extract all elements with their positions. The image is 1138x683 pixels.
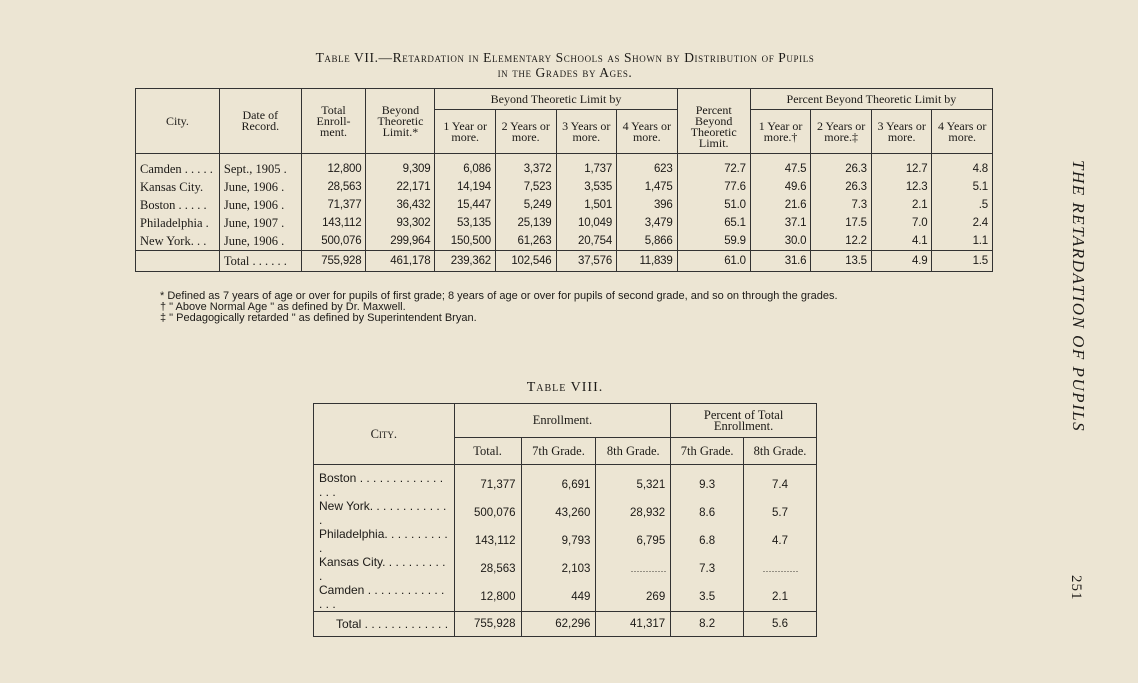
t7-header-py2: 2 Years or more.‡ [811, 110, 872, 154]
t7-p1: 30.0 [750, 232, 811, 251]
t8-header-pg8: 8th Grade. [744, 438, 817, 465]
t8-p7: 3.5 [671, 583, 744, 612]
t7-header-percent-group: Percent Beyond Theoretic Limit by [750, 89, 992, 110]
t7-p4: 4.8 [932, 154, 993, 179]
t8-g8: 6,795 [596, 527, 671, 555]
t8-city: Boston . . . . . . . . . . . . . . . . [314, 465, 455, 500]
t7-pct: 65.1 [677, 214, 750, 232]
t7-p3: 2.1 [871, 196, 932, 214]
t8-city: Camden . . . . . . . . . . . . . . . [314, 583, 455, 612]
t8-header-enrollment: Enrollment. [454, 404, 671, 438]
table7-title-line1: Table VII.—Retardation in Elementary Schools as Shown by Distribution of Pupils [315, 50, 815, 65]
table7-title [140, 50, 990, 80]
t7-header-total: Total Enroll- ment. [301, 89, 366, 154]
t7-pct: 59.9 [677, 232, 750, 251]
t7-header-y4: 4 Years or more. [617, 110, 678, 154]
t7-p4: 5.1 [932, 178, 993, 196]
table-row [314, 499, 817, 527]
t7-beyond: 36,432 [366, 196, 435, 214]
t7-city: Kansas City. [136, 178, 220, 196]
t8-p7: 8.6 [671, 499, 744, 527]
t8-p7: 9.3 [671, 465, 744, 500]
t7-pct: 72.7 [677, 154, 750, 179]
t7-total: 755,928 [301, 251, 366, 272]
t7-city: Boston . . . . . [136, 196, 220, 214]
t7-beyond: 9,309 [366, 154, 435, 179]
t7-header-py4: 4 Years or more. [932, 110, 993, 154]
t7-y2: 25,139 [495, 214, 556, 232]
table8-title: Table VIII. [526, 380, 604, 395]
t7-y1: 6,086 [435, 154, 496, 179]
t7-date: June, 1906 . [219, 232, 301, 251]
t8-p8: 5.7 [744, 499, 817, 527]
t7-header-y2: 2 Years or more. [495, 110, 556, 154]
t8-p8: 7.4 [744, 465, 817, 500]
table-row [314, 583, 817, 612]
t7-header-beyond: Beyond Theoretic Limit.* [366, 89, 435, 154]
t8-g8: 5,321 [596, 465, 671, 500]
t7-header-beyond-group: Beyond Theoretic Limit by [435, 89, 677, 110]
t7-total: 71,377 [301, 196, 366, 214]
t7-date: Sept., 1905 . [219, 154, 301, 179]
t7-city: Philadelphia . [136, 214, 220, 232]
t7-beyond: 22,171 [366, 178, 435, 196]
t7-y1: 14,194 [435, 178, 496, 196]
t7-date: June, 1907 . [219, 214, 301, 232]
t7-p1: 49.6 [750, 178, 811, 196]
t7-y2: 3,372 [495, 154, 556, 179]
t7-y3: 3,535 [556, 178, 617, 196]
t8-total: 71,377 [454, 465, 521, 500]
t7-p4: 1.5 [932, 251, 993, 272]
t8-header-g8: 8th Grade. [596, 438, 671, 465]
t8-header-total: Total. [454, 438, 521, 465]
t7-total-label: Total . . . . . . [219, 251, 301, 272]
t8-header-city: City. [314, 404, 455, 465]
t7-y2: 5,249 [495, 196, 556, 214]
t7-p2: 13.5 [811, 251, 872, 272]
t8-p8: 2.1 [744, 583, 817, 612]
t7-p1: 37.1 [750, 214, 811, 232]
t7-p1: 31.6 [750, 251, 811, 272]
t7-header-y1: 1 Year or more. [435, 110, 496, 154]
t7-y3: 37,576 [556, 251, 617, 272]
table8 [313, 403, 817, 637]
t7-y4: 1,475 [617, 178, 678, 196]
t8-g8: 28,932 [596, 499, 671, 527]
page-number: 251 [1068, 575, 1084, 601]
t7-p3: 7.0 [871, 214, 932, 232]
t7-y2: 61,263 [495, 232, 556, 251]
t7-city: New York. . . [136, 232, 220, 251]
t8-g8: 41,317 [596, 612, 671, 637]
t7-date: June, 1906 . [219, 196, 301, 214]
t7-y1: 53,135 [435, 214, 496, 232]
t7-y3: 1,737 [556, 154, 617, 179]
t8-total-label: Total . . . . . . . . . . . . . [314, 612, 455, 637]
t7-total: 28,563 [301, 178, 366, 196]
t7-total: 143,112 [301, 214, 366, 232]
t8-p8: 4.7 [744, 527, 817, 555]
table-row [136, 154, 993, 179]
t8-p7: 8.2 [671, 612, 744, 637]
t8-header-pg7: 7th Grade. [671, 438, 744, 465]
t7-total: 500,076 [301, 232, 366, 251]
t7-pct: 77.6 [677, 178, 750, 196]
t7-p1: 21.6 [750, 196, 811, 214]
t7-header-py3: 3 Years or more. [871, 110, 932, 154]
t7-y2: 102,546 [495, 251, 556, 272]
t7-date: June, 1906 . [219, 178, 301, 196]
t8-total: 143,112 [454, 527, 521, 555]
table7-title-line2: in the Grades by Ages. [497, 65, 633, 80]
t8-total: 755,928 [454, 612, 521, 637]
running-head: THE RETARDATION OF PUPILS [1069, 160, 1088, 433]
t8-p8: . . . . . . . . . . . . [744, 555, 817, 583]
t8-p7: 7.3 [671, 555, 744, 583]
table-row [136, 178, 993, 196]
t7-pct: 61.0 [677, 251, 750, 272]
t7-header-city: City. [136, 89, 220, 154]
t8-city: New York. . . . . . . . . . . . . [314, 499, 455, 527]
table-row [314, 465, 817, 500]
t7-p4: 2.4 [932, 214, 993, 232]
t7-p3: 12.7 [871, 154, 932, 179]
footnote: † " Above Normal Age " as defined by Dr. Maxwell. [160, 301, 406, 313]
t7-p2: 7.3 [811, 196, 872, 214]
t8-g8: . . . . . . . . . . . . [596, 555, 671, 583]
t7-header-py1: 1 Year or more.† [750, 110, 811, 154]
t7-pct: 51.0 [677, 196, 750, 214]
t7-y1: 15,447 [435, 196, 496, 214]
t8-p8: 5.6 [744, 612, 817, 637]
t8-header-g7: 7th Grade. [521, 438, 596, 465]
t7-beyond: 461,178 [366, 251, 435, 272]
t7-header-percent-beyond: Percent Beyond Theoretic Limit. [677, 89, 750, 154]
t7-beyond: 93,302 [366, 214, 435, 232]
t7-y1: 150,500 [435, 232, 496, 251]
t7-y2: 7,523 [495, 178, 556, 196]
table7-footnotes [160, 291, 1020, 324]
t7-y3: 10,049 [556, 214, 617, 232]
table-row [136, 214, 993, 232]
t7-total: 12,800 [301, 154, 366, 179]
t7-total-blank [136, 251, 220, 272]
t8-g8: 269 [596, 583, 671, 612]
footnote: ‡ " Pedagogically retarded " as defined by Superintendent Bryan. [160, 312, 477, 324]
t7-p1: 47.5 [750, 154, 811, 179]
footnote: * Defined as 7 years of age or over for pupils of first grade; 8 years of age or over for pupils of second grade, and so on through the grades. [160, 290, 838, 302]
t8-g7: 449 [521, 583, 596, 612]
t7-y4: 396 [617, 196, 678, 214]
t8-total: 500,076 [454, 499, 521, 527]
t7-y3: 20,754 [556, 232, 617, 251]
t7-p4: .5 [932, 196, 993, 214]
t7-y4: 5,866 [617, 232, 678, 251]
table-row [136, 196, 993, 214]
table7 [135, 88, 993, 272]
t7-y4: 623 [617, 154, 678, 179]
t7-header-y3: 3 Years or more. [556, 110, 617, 154]
t8-total: 12,800 [454, 583, 521, 612]
t8-total: 28,563 [454, 555, 521, 583]
t7-city: Camden . . . . . [136, 154, 220, 179]
t8-header-percent: Percent of Total Enrollment. [671, 404, 817, 438]
t7-p2: 26.3 [811, 178, 872, 196]
t7-header-date: Date of Record. [219, 89, 301, 154]
t8-city: Kansas City. . . . . . . . . . . [314, 555, 455, 583]
t8-p7: 6.8 [671, 527, 744, 555]
t7-p4: 1.1 [932, 232, 993, 251]
t8-g7: 6,691 [521, 465, 596, 500]
table-total-row [136, 251, 993, 272]
t7-p3: 4.1 [871, 232, 932, 251]
t7-y4: 11,839 [617, 251, 678, 272]
table-row [314, 555, 817, 583]
table-row [314, 527, 817, 555]
t7-y3: 1,501 [556, 196, 617, 214]
t8-g7: 2,103 [521, 555, 596, 583]
t7-y4: 3,479 [617, 214, 678, 232]
t7-p3: 4.9 [871, 251, 932, 272]
t7-p2: 12.2 [811, 232, 872, 251]
t7-p3: 12.3 [871, 178, 932, 196]
t7-p2: 26.3 [811, 154, 872, 179]
t8-g7: 9,793 [521, 527, 596, 555]
table-row [136, 232, 993, 251]
t8-city: Philadelphia. . . . . . . . . . . [314, 527, 455, 555]
t8-g7: 62,296 [521, 612, 596, 637]
t7-beyond: 299,964 [366, 232, 435, 251]
t7-p2: 17.5 [811, 214, 872, 232]
table-total-row [314, 612, 817, 637]
t7-y1: 239,362 [435, 251, 496, 272]
t8-g7: 43,260 [521, 499, 596, 527]
